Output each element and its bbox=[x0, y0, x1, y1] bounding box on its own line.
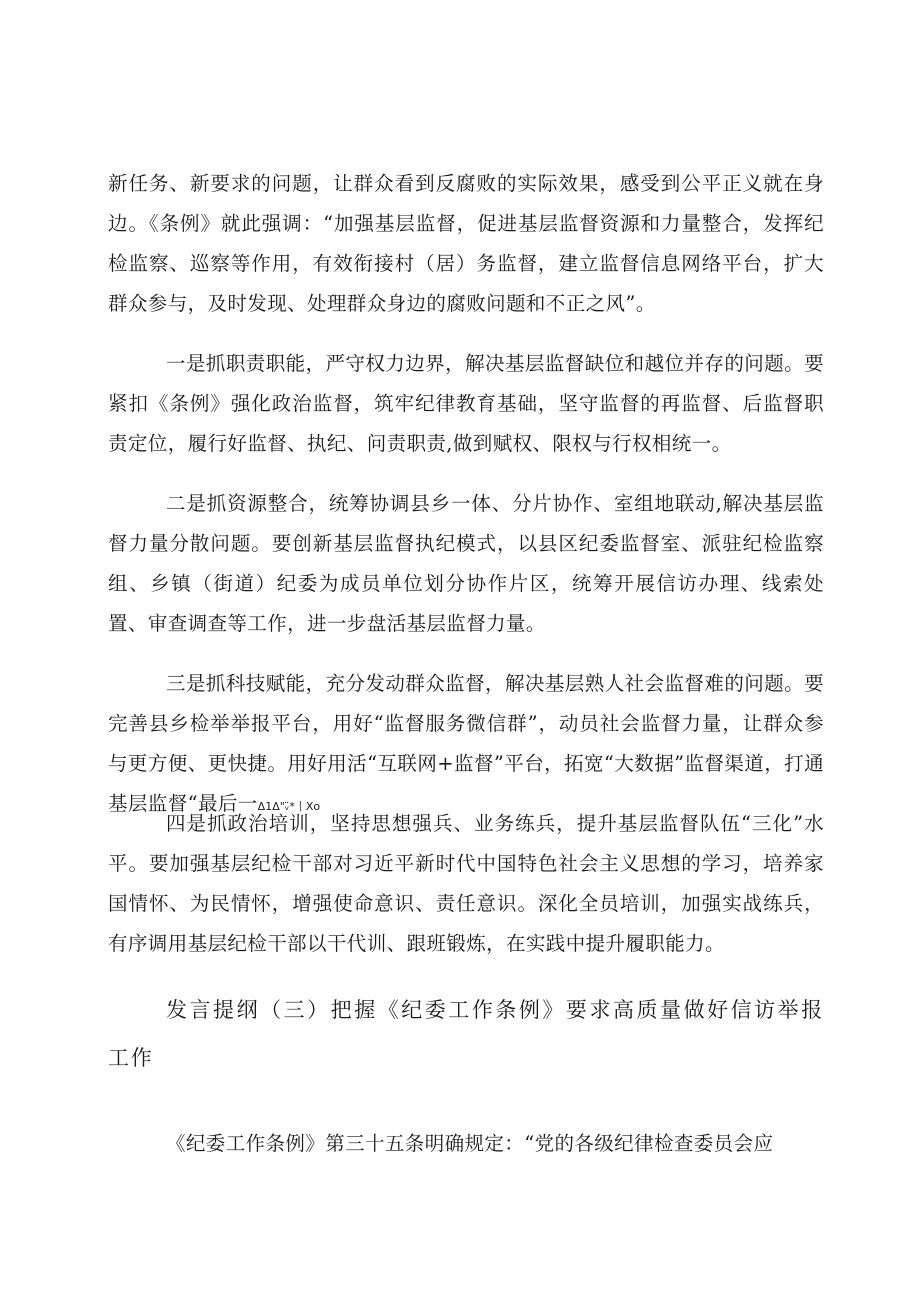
paragraph-point-three bbox=[108, 664, 824, 827]
paragraph-regulation-quote: 《纪委工作条例》第三十五条明确规定：“党的各级纪律检查委员会应 bbox=[166, 1132, 774, 1155]
paragraph-point-one: 一是抓职责职能，严守权力边界，解决基层监督缺位和越位并存的问题。要紧扣《条例》强化政治监督，筑牢纪律教育基础，坚守监督的再监督、后监督职责定位，履行好监督、执纪、问责职责,做到赋权、限权与行权相统一。 bbox=[108, 352, 824, 455]
garbled-text-tail: Xo bbox=[305, 800, 321, 813]
paragraph-intro-continued: 新任务、新要求的问题，让群众看到反腐败的实际效果，感受到公平正义就在身边。《条例》就此强调：“加强基层监督，促进基层监督资源和力量整合，发挥纪检监察、巡察等作用，有效衔接村（居）务监督，建立监督信息网络平台，扩大群众参与，及时发现、处理群众身边的腐败问题和不正之风”。 bbox=[108, 172, 824, 315]
section-heading: 发言提纲（三）把握《纪委工作条例》要求高质量做好信访举报工作 bbox=[108, 998, 824, 1070]
garbled-text: Δ1Δ"ᵥ̈*丨 bbox=[257, 800, 306, 813]
paragraph-point-three-text: 三是抓科技赋能，充分发动群众监督，解决基层熟人社会监督难的问题。要完善县乡检举举报平台，用好“监督服务微信群”，动员社会监督力量，让群众参与更方便、更快捷。用好用活“互联网+监督”平台，拓宽“大数据”监督渠道，打通基层监督“最后一 bbox=[108, 672, 824, 815]
paragraph-point-two: 二是抓资源整合，统筹协调县乡一体、分片协作、室组地联动,解决基层监督力量分散问题。要创新基层监督执纪模式，以县区纪委监督室、派驻纪检监察组、乡镇（街道）纪委为成员单位划分协作片区，统筹开展信访办理、线索处置、审查调查等工作，进一步盘活基层监督力量。 bbox=[108, 492, 824, 635]
paragraph-point-four: 四是抓政治培训，坚持思想强兵、业务练兵，提升基层监督队伍“三化”水平。要加强基层纪检干部对习近平新时代中国特色社会主义思想的学习，培养家国情怀、为民情怀，增强使命意识、责任意识。深化全员培训，加强实战练兵，有序调用基层纪检干部以干代训、跟班锻炼，在实践中提升履职能力。 bbox=[108, 812, 824, 955]
